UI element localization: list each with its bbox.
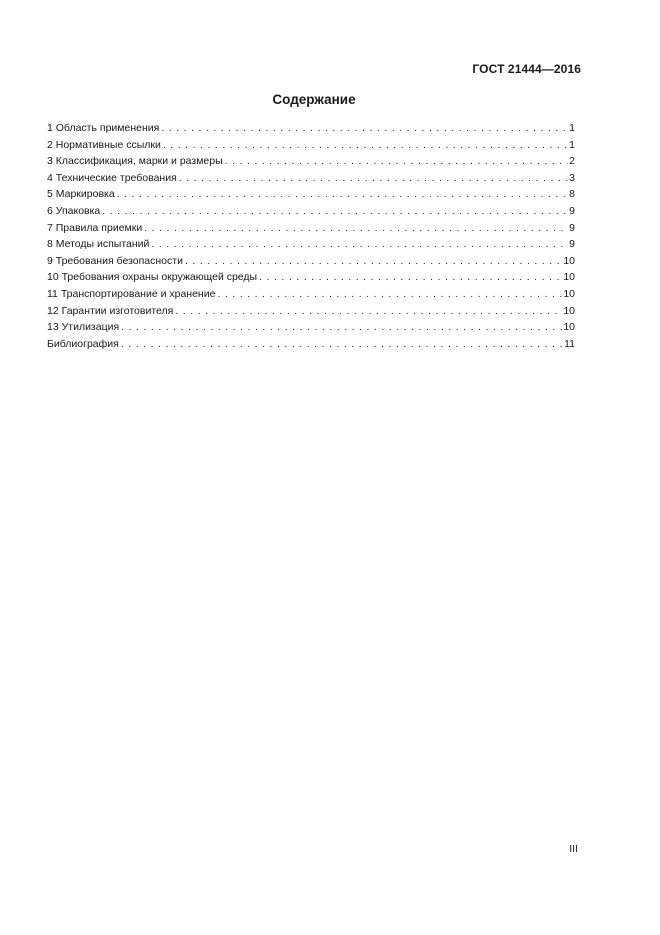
toc-entry-label: 8 Методы испытаний [47, 238, 150, 251]
toc-leader-dots [151, 236, 568, 253]
toc-leader-dots [225, 153, 569, 170]
toc-entry-label: 9 Требования безопасности [47, 254, 183, 267]
toc-entry-test-methods[interactable] [47, 236, 575, 253]
toc-entry-label: 5 Маркировка [47, 188, 115, 201]
document-code: ГОСТ 21444—2016 [472, 62, 581, 76]
toc-entry-label: 12 Гарантии изготовителя [47, 304, 174, 317]
toc-leader-dots [179, 170, 568, 187]
toc-entry-page: 9 [569, 204, 575, 217]
toc-entry-page: 10 [563, 287, 575, 300]
toc-entry-scope[interactable] [47, 120, 575, 137]
toc-entry-page: 10 [563, 304, 575, 317]
toc-leader-dots [161, 120, 568, 137]
toc-entry-transportation-storage[interactable] [47, 286, 575, 303]
toc-entry-normative-references[interactable] [47, 137, 575, 154]
toc-leader-dots [121, 336, 563, 353]
toc-entry-label: 13 Утилизация [47, 321, 120, 334]
toc-leader-dots [217, 286, 562, 303]
toc-entry-marking[interactable] [47, 186, 575, 203]
toc-entry-page: 9 [569, 238, 575, 251]
toc-entry-packaging[interactable] [47, 203, 575, 220]
toc-leader-dots [144, 220, 568, 237]
toc-entry-page: 8 [569, 188, 575, 201]
toc-entry-page: 11 [564, 337, 575, 350]
toc-entry-label: 7 Правила приемки [47, 221, 143, 234]
toc-entry-page: 10 [563, 321, 575, 334]
toc-leader-dots [175, 303, 562, 320]
table-of-contents [47, 120, 575, 352]
toc-entry-environmental-requirements[interactable] [47, 269, 575, 286]
toc-entry-label: 3 Классификация, марки и размеры [47, 155, 223, 168]
toc-entry-acceptance-rules[interactable] [47, 220, 575, 237]
toc-entry-classification[interactable] [47, 153, 575, 170]
toc-entry-label: 2 Нормативные ссылки [47, 138, 161, 151]
toc-entry-label: 6 Упаковка [47, 204, 101, 217]
toc-leader-dots [185, 253, 562, 270]
toc-entry-label: 1 Область применения [47, 122, 160, 134]
toc-entry-page: 10 [563, 254, 575, 267]
toc-entry-page: 2 [569, 155, 575, 168]
toc-entry-label: 11 Транспортирование и хранение [47, 287, 216, 300]
toc-entry-bibliography[interactable] [47, 336, 575, 353]
toc-entry-page: 1 [569, 138, 575, 151]
toc-leader-dots [117, 186, 568, 203]
toc-leader-dots [163, 137, 568, 154]
toc-leader-dots [102, 203, 568, 220]
toc-entry-page: 3 [569, 171, 575, 184]
toc-entry-disposal[interactable] [47, 319, 575, 336]
toc-entry-technical-requirements[interactable] [47, 170, 575, 187]
toc-leader-dots [121, 319, 562, 336]
toc-entry-label: 4 Технические требования [47, 171, 177, 184]
toc-entry-label: Библиография [47, 337, 119, 350]
toc-entry-safety-requirements[interactable] [47, 253, 575, 270]
toc-entry-label: 10 Требования охраны окружающей среды [47, 271, 258, 284]
toc-entry-page: 1 [569, 122, 575, 134]
toc-entry-page: 9 [569, 221, 575, 234]
page-number: III [569, 843, 578, 855]
toc-title: Содержание [272, 92, 356, 107]
toc-leader-dots [259, 269, 562, 286]
toc-entry-page: 10 [563, 271, 575, 284]
toc-entry-manufacturer-warranty[interactable] [47, 303, 575, 320]
